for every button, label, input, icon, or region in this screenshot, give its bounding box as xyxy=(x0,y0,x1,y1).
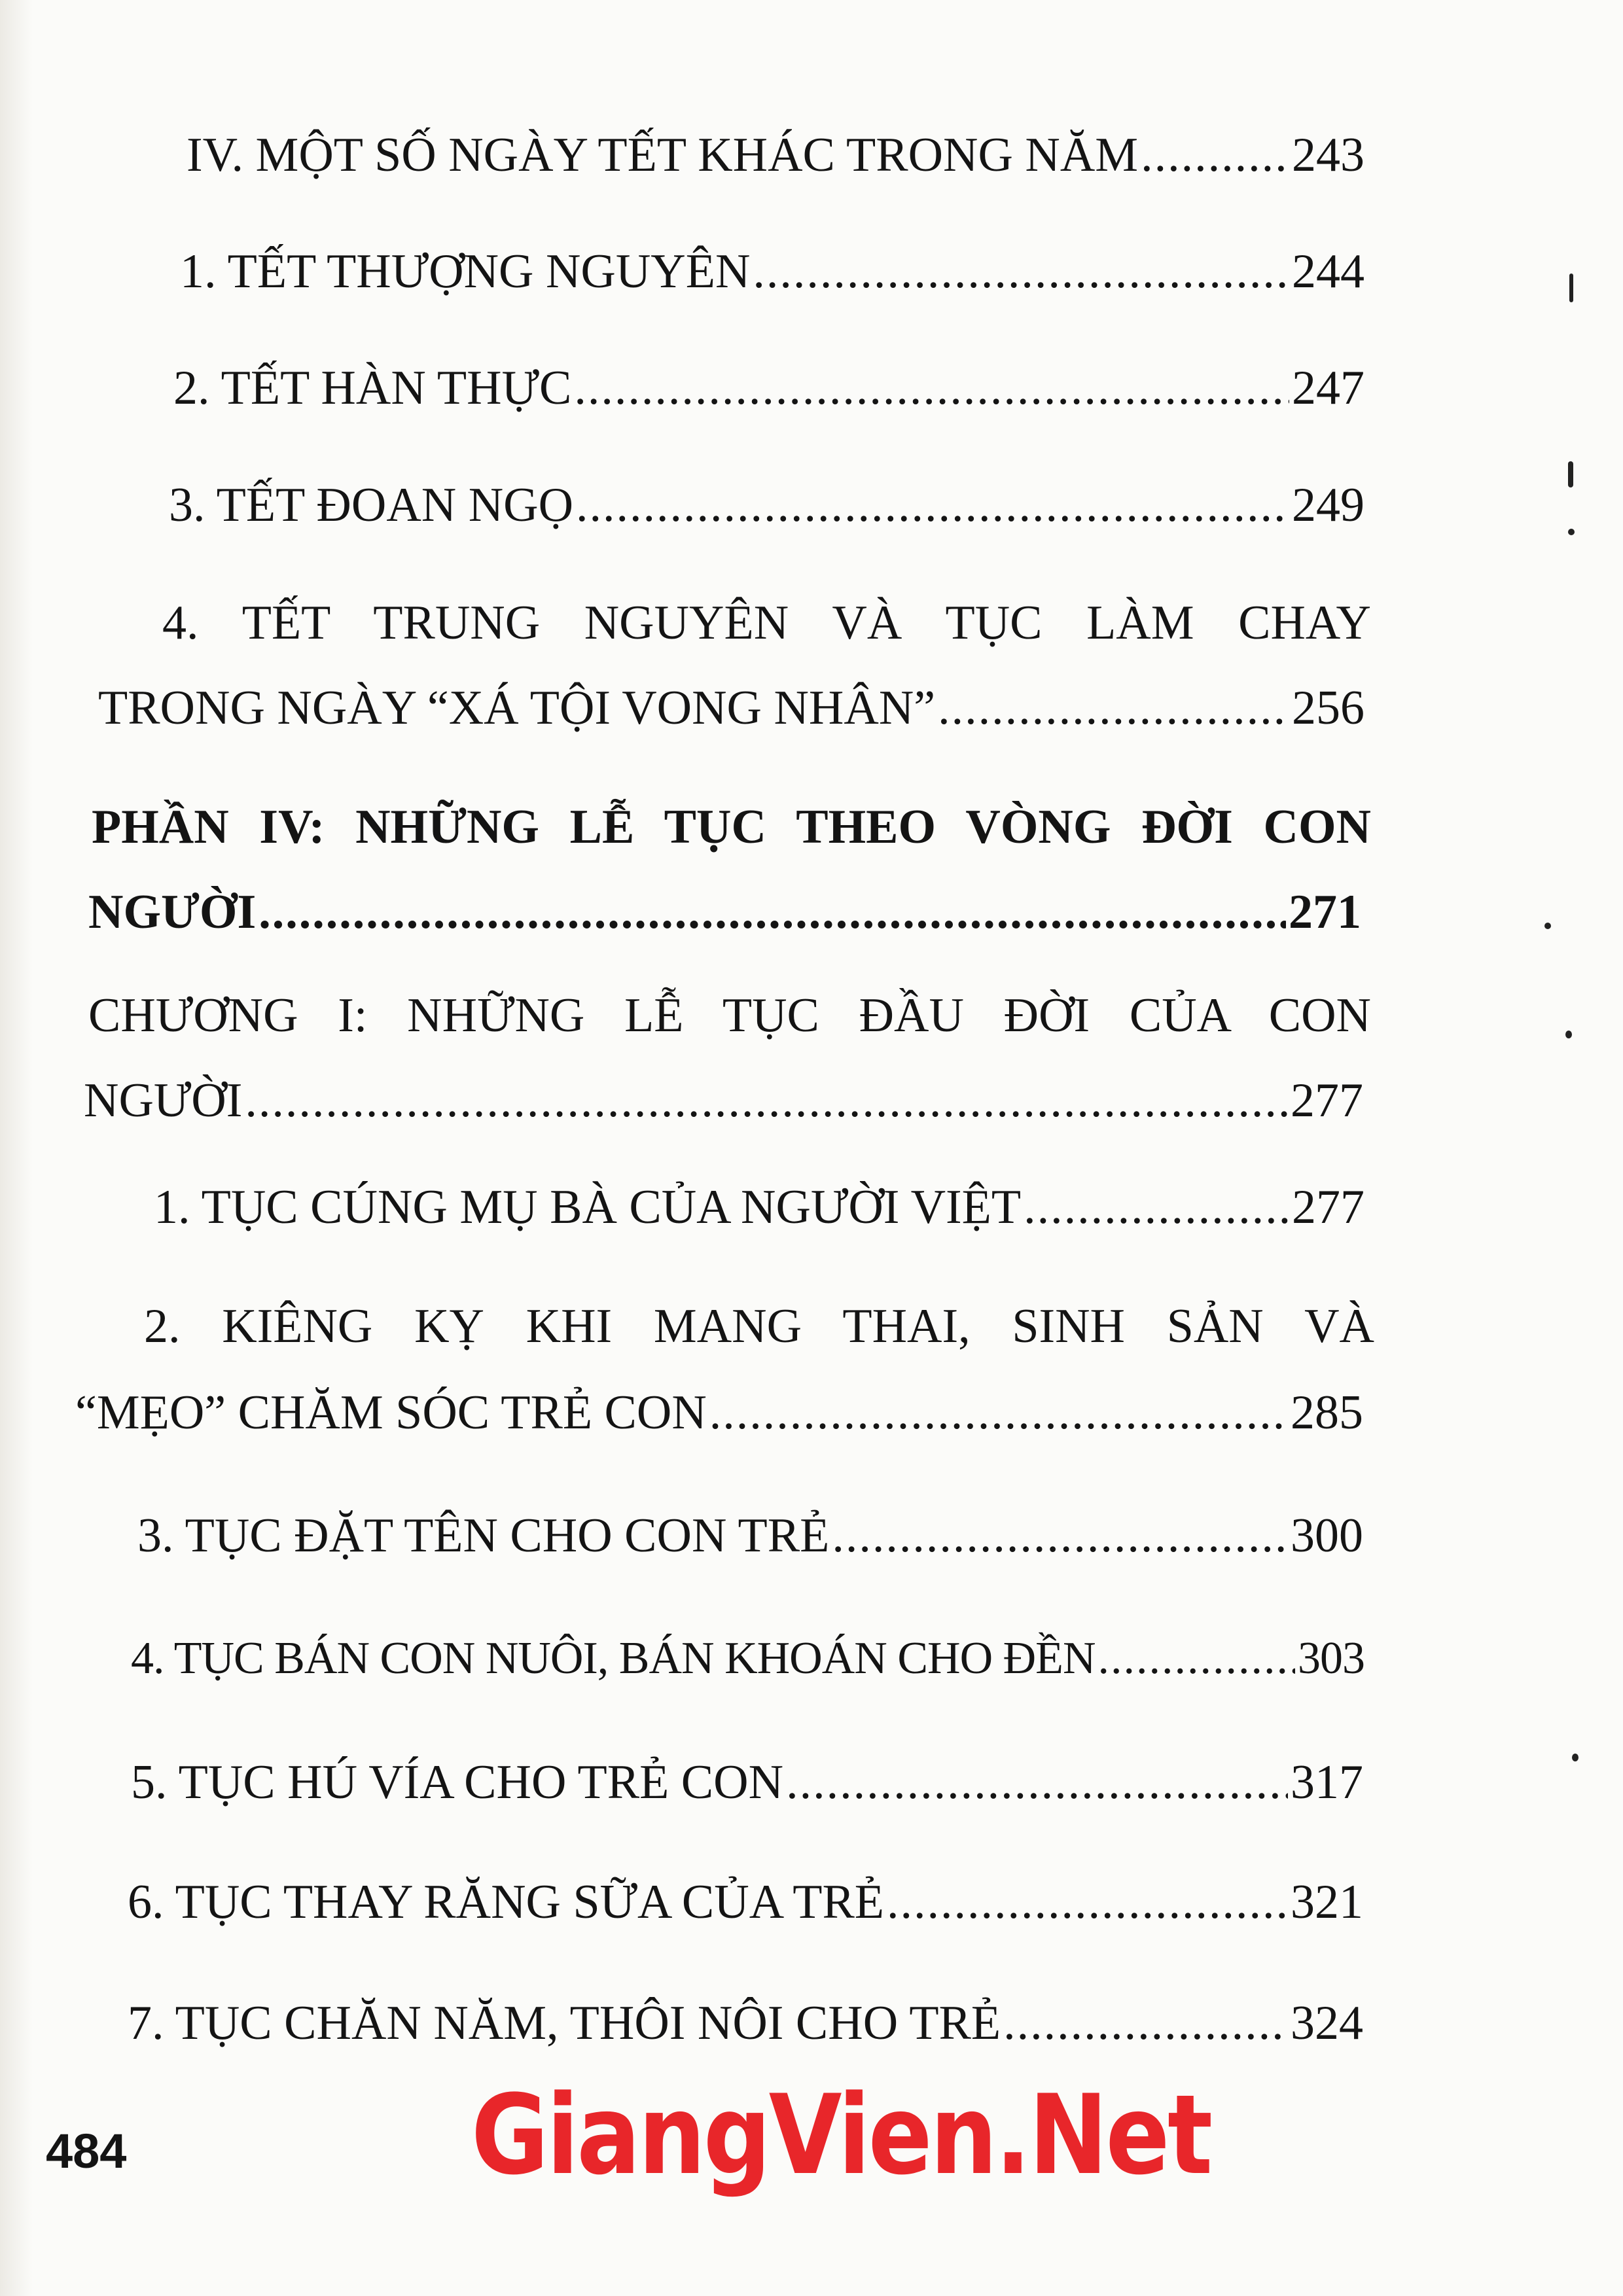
toc-leader-dots xyxy=(245,1076,1288,1125)
scan-speck xyxy=(1565,1031,1572,1038)
page-number: 484 xyxy=(46,2124,127,2178)
toc-entry-page: 300 xyxy=(1291,1509,1363,1563)
toc-entry-title-line1: 4. TẾT TRUNG NGUYÊN VÀ TỤC LÀM CHAY xyxy=(162,596,1371,650)
toc-chapter-title-line1: CHƯƠNG I: NHỮNG LỄ TỤC ĐẦU ĐỜI CỦA CON xyxy=(88,989,1371,1042)
toc-entry xyxy=(180,247,1364,296)
toc-chapter-heading-continuation xyxy=(84,1076,1363,1125)
toc-entry-page: 277 xyxy=(1291,1074,1363,1127)
toc-entry-page: 244 xyxy=(1292,245,1364,298)
toc-entry-page: 249 xyxy=(1292,478,1364,532)
toc-entry-page: 324 xyxy=(1291,1996,1363,2050)
toc-leader-dots xyxy=(574,364,1289,412)
toc-entry-title: 6. TỤC THAY RĂNG SỮA CỦA TRẺ xyxy=(128,1875,884,1929)
toc-entry xyxy=(173,361,1364,415)
toc-entry xyxy=(144,1299,1374,1353)
toc-leader-dots xyxy=(259,888,1286,936)
toc-part-title-line1: PHẦN IV: NHỮNG LỄ TỤC THEO VÒNG ĐỜI CON xyxy=(92,800,1371,854)
toc-leader-dots xyxy=(1141,131,1289,179)
toc-entry-title: 2. TẾT HÀN THỰC xyxy=(173,361,572,415)
toc-entry-page: 277 xyxy=(1292,1180,1364,1234)
toc-entry xyxy=(169,478,1364,532)
toc-entry-title: 5. TỤC HÚ VÍA CHO TRẺ CON xyxy=(131,1756,784,1809)
toc-leader-dots xyxy=(1024,1183,1289,1231)
toc-chapter-heading xyxy=(88,991,1371,1040)
toc-entry-title-line1: 2. KIÊNG KỴ KHI MANG THAI, SINH SẢN VÀ xyxy=(144,1299,1374,1353)
toc-entry-title: IV. MỘT SỐ NGÀY TẾT KHÁC TRONG NĂM xyxy=(187,128,1139,182)
toc-entry-page: 303 xyxy=(1298,1633,1364,1684)
toc-entry-page: 321 xyxy=(1291,1875,1363,1929)
toc-entry xyxy=(128,1875,1363,1929)
toc-entry-title: 1. TỤC CÚNG MỤ BÀ CỦA NGƯỜI VIỆT xyxy=(154,1180,1022,1234)
toc-entry-page: 285 xyxy=(1291,1386,1363,1439)
scan-speck xyxy=(1568,461,1573,487)
toc-part-heading xyxy=(92,800,1371,854)
toc-leader-dots xyxy=(832,1511,1288,1560)
toc-entry xyxy=(131,1633,1364,1684)
toc-leader-dots xyxy=(1098,1636,1296,1682)
toc-entry-title: NGƯỜI xyxy=(88,885,257,939)
toc-leader-dots xyxy=(887,1878,1288,1926)
toc-entry-title: TRONG NGÀY “XÁ TỘI VONG NHÂN” xyxy=(98,681,936,735)
toc-entry-title: 3. TẾT ĐOAN NGỌ xyxy=(169,478,574,532)
toc-leader-dots xyxy=(938,684,1289,732)
toc-entry xyxy=(162,596,1371,650)
toc-leader-dots xyxy=(1003,1999,1288,2047)
toc-entry-continuation xyxy=(75,1388,1363,1437)
toc-entry-page: 247 xyxy=(1292,361,1364,415)
toc-leader-dots xyxy=(753,247,1289,296)
toc-leader-dots xyxy=(709,1388,1288,1437)
toc-entry-continuation xyxy=(98,681,1364,735)
toc-entry-title: NGƯỜI xyxy=(84,1074,243,1127)
toc-part-heading-continuation xyxy=(88,885,1361,939)
toc-leader-dots xyxy=(576,481,1289,529)
toc-entry-page: 243 xyxy=(1292,128,1364,182)
toc-entry-title: 7. TỤC CHĂN NĂM, THÔI NÔI CHO TRẺ xyxy=(128,1996,1001,2050)
toc-entry xyxy=(131,1758,1363,1807)
toc-entry xyxy=(187,128,1364,182)
scan-speck xyxy=(1569,274,1573,302)
toc-entry xyxy=(137,1509,1363,1563)
toc-entry-page: 317 xyxy=(1291,1756,1363,1809)
toc-entry-title: 4. TỤC BÁN CON NUÔI, BÁN KHOÁN CHO ĐỀN xyxy=(131,1633,1096,1684)
toc-entry-title: 3. TỤC ĐẶT TÊN CHO CON TRẺ xyxy=(137,1509,830,1563)
scan-speck xyxy=(1544,923,1551,929)
toc-entry xyxy=(154,1180,1364,1234)
toc-entry-page: 256 xyxy=(1292,681,1364,735)
toc-entry-title: “MẸO” CHĂM SÓC TRẺ CON xyxy=(75,1386,707,1439)
toc-entry-page: 271 xyxy=(1289,885,1361,939)
toc-entry-title: 1. TẾT THƯỢNG NGUYÊN xyxy=(180,245,751,298)
page-edge-shadow xyxy=(0,0,33,2296)
toc-leader-dots xyxy=(786,1758,1288,1807)
toc-entry xyxy=(128,1996,1363,2050)
scan-speck xyxy=(1568,529,1575,535)
scan-speck xyxy=(1572,1754,1578,1761)
watermark-logo: GiangVien.Net xyxy=(471,2071,1211,2199)
